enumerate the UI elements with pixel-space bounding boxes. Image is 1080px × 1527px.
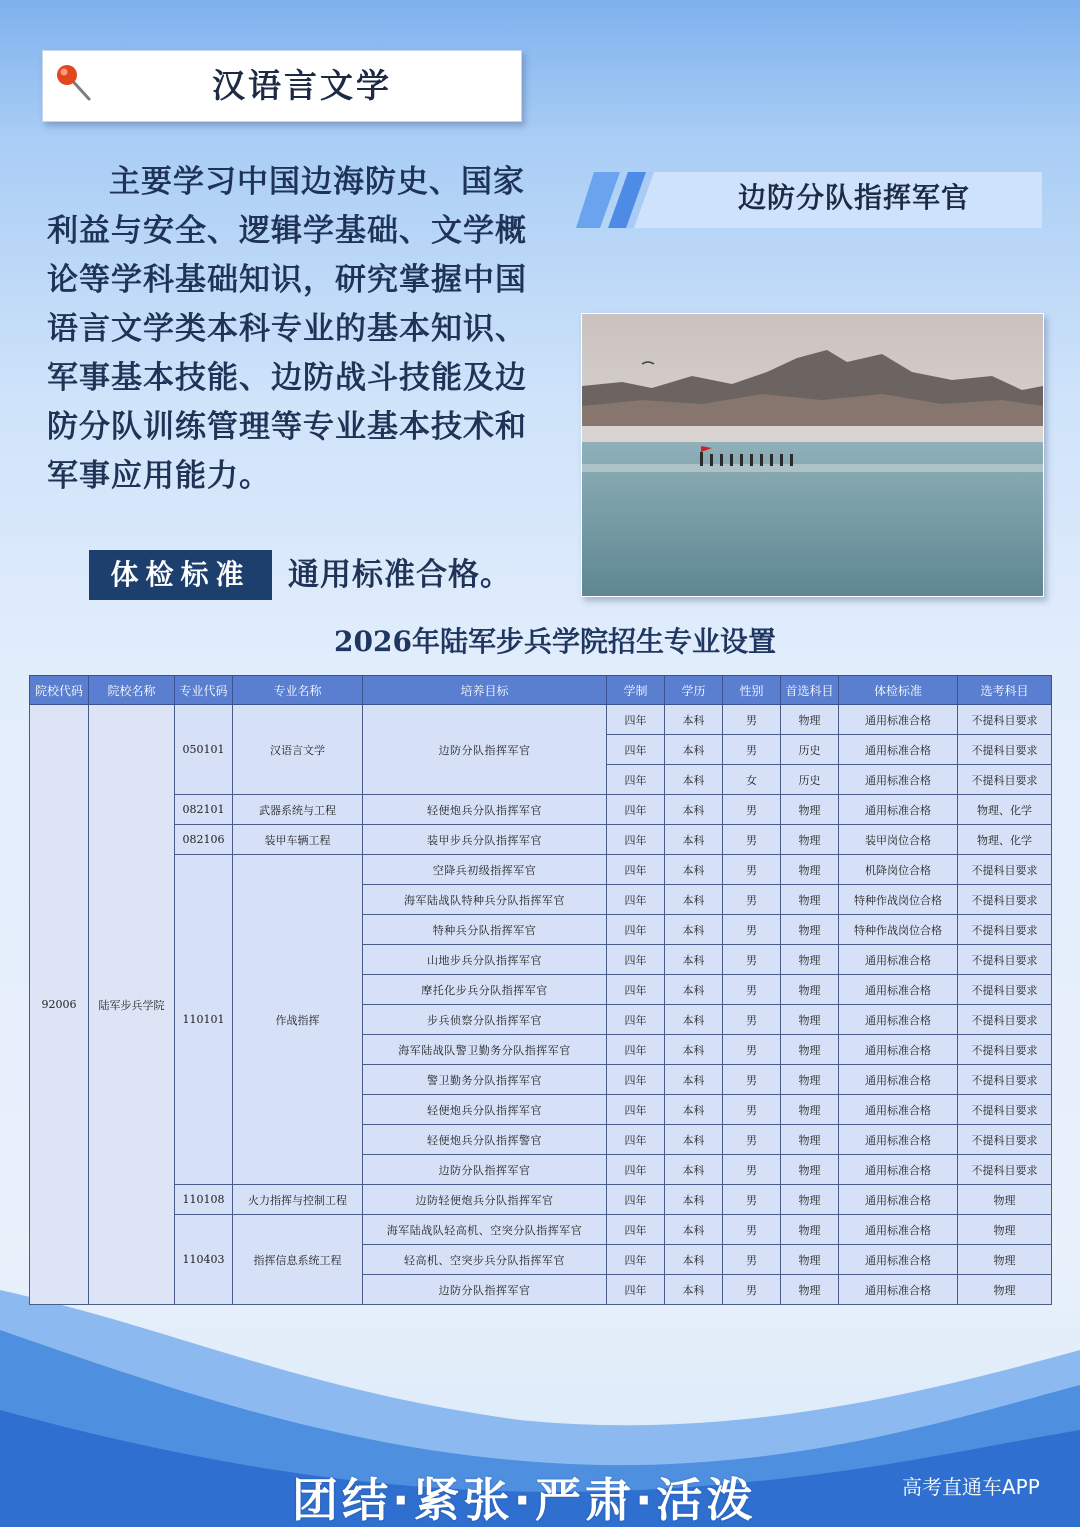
duration-cell: 四年	[607, 1065, 665, 1095]
degree-cell: 本科	[665, 1155, 723, 1185]
watermark: 高考直通车APP	[902, 1475, 1040, 1499]
major-description: 主要学习中国边海防史、国家利益与安全、逻辑学基础、文学概论等学科基础知识，研究掌握中国语言文学类本科专业的基本知识、军事基本技能、边防战斗技能及边防分队训练管理等专业基本技术和军事应用能力。	[47, 164, 527, 494]
table-header-cell: 选考科目	[958, 676, 1052, 705]
primary-subject-cell: 物理	[781, 885, 839, 915]
elective-subject-cell: 不提科目要求	[958, 735, 1052, 765]
gender-cell: 男	[723, 1035, 781, 1065]
training-goal-cell: 警卫勤务分队指挥军官	[363, 1065, 607, 1095]
gender-cell: 男	[723, 1185, 781, 1215]
health-standard-cell: 通用标准合格	[839, 1155, 958, 1185]
degree-cell: 本科	[665, 945, 723, 975]
degree-cell: 本科	[665, 975, 723, 1005]
health-standard-cell: 通用标准合格	[839, 1035, 958, 1065]
gender-cell: 男	[723, 1095, 781, 1125]
duration-cell: 四年	[607, 945, 665, 975]
primary-subject-cell: 物理	[781, 1155, 839, 1185]
primary-subject-cell: 历史	[781, 735, 839, 765]
duration-cell: 四年	[607, 735, 665, 765]
gender-cell: 男	[723, 915, 781, 945]
training-goal-cell: 轻便炮兵分队指挥军官	[363, 795, 607, 825]
table-header-cell: 学制	[607, 676, 665, 705]
degree-cell: 本科	[665, 1065, 723, 1095]
gender-cell: 男	[723, 855, 781, 885]
footer-slogan: 团结·紧张·严肃·活泼	[292, 1473, 757, 1527]
table-header-cell: 院校名称	[89, 676, 175, 705]
major-name-cell: 汉语言文学	[233, 705, 363, 795]
degree-cell: 本科	[665, 1005, 723, 1035]
training-goal-cell: 轻便炮兵分队指挥军官	[363, 1095, 607, 1125]
primary-subject-cell: 物理	[781, 855, 839, 885]
degree-cell: 本科	[665, 795, 723, 825]
degree-cell: 本科	[665, 825, 723, 855]
training-goal-cell: 边防分队指挥军官	[363, 705, 607, 795]
elective-subject-cell: 不提科目要求	[958, 885, 1052, 915]
degree-cell: 本科	[665, 735, 723, 765]
elective-subject-cell: 不提科目要求	[958, 765, 1052, 795]
duration-cell: 四年	[607, 1035, 665, 1065]
health-standard-value: 通用标准合格。	[288, 557, 512, 593]
degree-cell: 本科	[665, 855, 723, 885]
table-header-cell: 院校代码	[30, 676, 89, 705]
degree-cell: 本科	[665, 915, 723, 945]
elective-subject-cell: 物理、化学	[958, 825, 1052, 855]
table-row	[30, 1215, 1052, 1245]
duration-cell: 四年	[607, 855, 665, 885]
health-standard-cell: 通用标准合格	[839, 765, 958, 795]
training-goal-cell: 空降兵初级指挥军官	[363, 855, 607, 885]
major-code-cell: 110108	[175, 1185, 233, 1215]
primary-subject-cell: 物理	[781, 795, 839, 825]
elective-subject-cell: 不提科目要求	[958, 1155, 1052, 1185]
training-goal-cell: 海军陆战队警卫勤务分队指挥军官	[363, 1035, 607, 1065]
elective-subject-cell: 不提科目要求	[958, 1125, 1052, 1155]
table-header-cell: 专业代码	[175, 676, 233, 705]
duration-cell: 四年	[607, 705, 665, 735]
training-goal-cell: 摩托化步兵分队指挥军官	[363, 975, 607, 1005]
elective-subject-cell: 不提科目要求	[958, 705, 1052, 735]
major-code-cell: 082101	[175, 795, 233, 825]
table-header-cell: 培养目标	[363, 676, 607, 705]
elective-subject-cell: 物理、化学	[958, 795, 1052, 825]
health-standard-cell: 通用标准合格	[839, 975, 958, 1005]
elective-subject-cell: 不提科目要求	[958, 1035, 1052, 1065]
degree-cell: 本科	[665, 1095, 723, 1125]
gender-cell: 男	[723, 825, 781, 855]
health-standard-cell: 通用标准合格	[839, 1245, 958, 1275]
health-standard-label: 体检标准	[89, 550, 272, 600]
elective-subject-cell: 物理	[958, 1215, 1052, 1245]
school-name-cell: 陆军步兵学院	[89, 705, 175, 1305]
degree-cell: 本科	[665, 1245, 723, 1275]
major-code-cell: 050101	[175, 705, 233, 795]
duration-cell: 四年	[607, 795, 665, 825]
training-goal-cell: 装甲步兵分队指挥军官	[363, 825, 607, 855]
major-code-cell: 082106	[175, 825, 233, 855]
primary-subject-cell: 物理	[781, 1065, 839, 1095]
training-goal-cell: 海军陆战队轻高机、空突分队指挥军官	[363, 1215, 607, 1245]
major-code-cell: 110101	[175, 855, 233, 1185]
duration-cell: 四年	[607, 1005, 665, 1035]
table-title: 2026年陆军步兵学院招生专业设置	[334, 625, 776, 658]
major-name-cell: 装甲车辆工程	[233, 825, 363, 855]
health-standard-cell: 通用标准合格	[839, 1095, 958, 1125]
elective-subject-cell: 不提科目要求	[958, 855, 1052, 885]
training-goal-cell: 山地步兵分队指挥军官	[363, 945, 607, 975]
duration-cell: 四年	[607, 1095, 665, 1125]
health-standard-cell: 特种作战岗位合格	[839, 885, 958, 915]
duration-cell: 四年	[607, 1215, 665, 1245]
major-name-cell: 武器系统与工程	[233, 795, 363, 825]
degree-cell: 本科	[665, 1215, 723, 1245]
school-code-cell: 92006	[30, 705, 89, 1305]
majors-table	[29, 675, 1052, 1305]
primary-subject-cell: 物理	[781, 1185, 839, 1215]
primary-subject-cell: 物理	[781, 1095, 839, 1125]
elective-subject-cell: 不提科目要求	[958, 1005, 1052, 1035]
training-goal-cell: 边防分队指挥军官	[363, 1275, 607, 1305]
table-header-row	[30, 676, 1052, 705]
elective-subject-cell: 不提科目要求	[958, 915, 1052, 945]
elective-subject-cell: 物理	[958, 1185, 1052, 1215]
gender-cell: 男	[723, 795, 781, 825]
primary-subject-cell: 物理	[781, 1125, 839, 1155]
degree-cell: 本科	[665, 885, 723, 915]
gender-cell: 男	[723, 1125, 781, 1155]
degree-cell: 本科	[665, 705, 723, 735]
duration-cell: 四年	[607, 915, 665, 945]
degree-cell: 本科	[665, 1275, 723, 1305]
major-code-cell: 110403	[175, 1215, 233, 1305]
health-standard-cell: 机降岗位合格	[839, 855, 958, 885]
degree-cell: 本科	[665, 765, 723, 795]
health-standard-cell: 通用标准合格	[839, 705, 958, 735]
duration-cell: 四年	[607, 765, 665, 795]
elective-subject-cell: 不提科目要求	[958, 945, 1052, 975]
major-name-cell: 指挥信息系统工程	[233, 1215, 363, 1305]
gender-cell: 男	[723, 885, 781, 915]
health-standard-cell: 通用标准合格	[839, 795, 958, 825]
duration-cell: 四年	[607, 825, 665, 855]
primary-subject-cell: 物理	[781, 975, 839, 1005]
major-title-box	[42, 50, 522, 122]
gender-cell: 男	[723, 1245, 781, 1275]
gender-cell: 男	[723, 1215, 781, 1245]
health-standard-cell: 通用标准合格	[839, 1185, 958, 1215]
duration-cell: 四年	[607, 1245, 665, 1275]
gender-cell: 男	[723, 735, 781, 765]
primary-subject-cell: 历史	[781, 765, 839, 795]
gender-cell: 男	[723, 945, 781, 975]
table-header-cell: 性别	[723, 676, 781, 705]
training-goal-cell: 步兵侦察分队指挥军官	[363, 1005, 607, 1035]
gender-cell: 男	[723, 1275, 781, 1305]
table-header-cell: 首选科目	[781, 676, 839, 705]
table-row	[30, 795, 1052, 825]
table-header-cell: 学历	[665, 676, 723, 705]
health-standard-cell: 通用标准合格	[839, 945, 958, 975]
role-banner	[576, 168, 1042, 232]
elective-subject-cell: 不提科目要求	[958, 1095, 1052, 1125]
table-row	[30, 705, 1052, 735]
primary-subject-cell: 物理	[781, 705, 839, 735]
health-standard-cell: 通用标准合格	[839, 1005, 958, 1035]
degree-cell: 本科	[665, 1035, 723, 1065]
degree-cell: 本科	[665, 1185, 723, 1215]
primary-subject-cell: 物理	[781, 1005, 839, 1035]
primary-subject-cell: 物理	[781, 1215, 839, 1245]
major-name-cell: 作战指挥	[233, 855, 363, 1185]
table-row	[30, 825, 1052, 855]
major-title: 汉语言文学	[212, 66, 392, 105]
duration-cell: 四年	[607, 1155, 665, 1185]
training-goal-cell: 轻便炮兵分队指挥警官	[363, 1125, 607, 1155]
table-row	[30, 1185, 1052, 1215]
primary-subject-cell: 物理	[781, 1275, 839, 1305]
primary-subject-cell: 物理	[781, 1245, 839, 1275]
elective-subject-cell: 不提科目要求	[958, 975, 1052, 1005]
degree-cell: 本科	[665, 1125, 723, 1155]
gender-cell: 女	[723, 765, 781, 795]
duration-cell: 四年	[607, 1275, 665, 1305]
health-standard-cell: 通用标准合格	[839, 1125, 958, 1155]
elective-subject-cell: 物理	[958, 1275, 1052, 1305]
primary-subject-cell: 物理	[781, 1035, 839, 1065]
health-standard-cell: 通用标准合格	[839, 1065, 958, 1095]
role-title: 边防分队指挥军官	[737, 181, 970, 214]
health-standard-cell: 通用标准合格	[839, 1215, 958, 1245]
health-standard-cell: 特种作战岗位合格	[839, 915, 958, 945]
gender-cell: 男	[723, 975, 781, 1005]
primary-subject-cell: 物理	[781, 825, 839, 855]
table-header-cell: 专业名称	[233, 676, 363, 705]
duration-cell: 四年	[607, 1185, 665, 1215]
training-goal-cell: 特种兵分队指挥军官	[363, 915, 607, 945]
duration-cell: 四年	[607, 885, 665, 915]
table-row	[30, 855, 1052, 885]
training-goal-cell: 轻高机、空突步兵分队指挥军官	[363, 1245, 607, 1275]
gender-cell: 男	[723, 1065, 781, 1095]
elective-subject-cell: 物理	[958, 1245, 1052, 1275]
major-name-cell: 火力指挥与控制工程	[233, 1185, 363, 1215]
gender-cell: 男	[723, 1155, 781, 1185]
training-goal-cell: 边防轻便炮兵分队指挥军官	[363, 1185, 607, 1215]
primary-subject-cell: 物理	[781, 945, 839, 975]
duration-cell: 四年	[607, 975, 665, 1005]
training-goal-cell: 边防分队指挥军官	[363, 1155, 607, 1185]
table-header-cell: 体检标准	[839, 676, 958, 705]
duration-cell: 四年	[607, 1125, 665, 1155]
health-standard-cell: 通用标准合格	[839, 1275, 958, 1305]
primary-subject-cell: 物理	[781, 915, 839, 945]
border-patrol-photo	[581, 313, 1044, 597]
gender-cell: 男	[723, 705, 781, 735]
elective-subject-cell: 不提科目要求	[958, 1065, 1052, 1095]
training-goal-cell: 海军陆战队特种兵分队指挥军官	[363, 885, 607, 915]
gender-cell: 男	[723, 1005, 781, 1035]
health-standard-cell: 通用标准合格	[839, 735, 958, 765]
health-standard-cell: 装甲岗位合格	[839, 825, 958, 855]
